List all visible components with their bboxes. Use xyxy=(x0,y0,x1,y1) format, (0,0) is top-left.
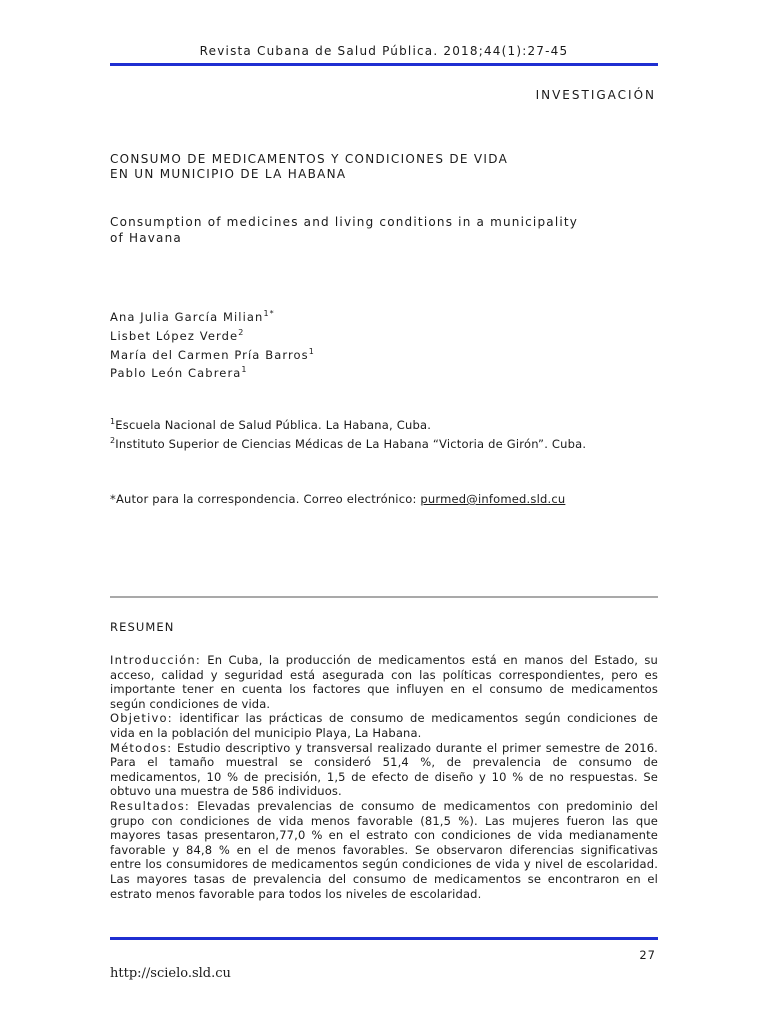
title-english-line-2: of Havana xyxy=(110,231,182,245)
author xyxy=(110,362,315,381)
affiliation-list xyxy=(110,414,586,452)
abstract-label: Resultados: xyxy=(110,798,190,813)
author-name: Lisbet López Verde xyxy=(110,328,239,343)
abstract-label: Objetivo: xyxy=(110,711,173,726)
affiliation-mark: 1 xyxy=(110,417,116,426)
abstract-paragraph-results xyxy=(110,799,658,901)
title-spanish xyxy=(110,152,508,182)
author-affiliation-mark: 1* xyxy=(263,309,275,318)
email-link[interactable]: purmed@infomed.sld.cu xyxy=(420,492,566,506)
affiliation xyxy=(110,433,586,452)
author-name: Pablo León Cabrera xyxy=(110,366,242,381)
footer-rule xyxy=(110,937,658,940)
abstract-label: Introducción: xyxy=(110,653,201,667)
header-rule xyxy=(110,63,658,66)
correspondence-text: *Autor para la correspondencia. Correo electrónico: xyxy=(110,492,421,506)
abstract-paragraph-objective xyxy=(110,711,658,740)
abstract-body xyxy=(110,653,658,901)
author-affiliation-mark: 1 xyxy=(241,365,248,375)
author xyxy=(110,325,315,344)
author-affiliation-mark: 1 xyxy=(308,346,315,356)
author xyxy=(110,306,315,325)
affiliation-text: Instituto Superior de Ciencias Médicas de La Habana “Victoria de Girón”. Cuba. xyxy=(115,436,587,451)
title-spanish-line-2: EN UN MUNICIPIO DE LA HABANA xyxy=(110,167,347,181)
affiliation-text: Escuela Nacional de Salud Pública. La Habana, Cuba. xyxy=(115,417,432,432)
author xyxy=(110,344,315,363)
abstract-text: Elevadas prevalencias de consumo de medicamentos con predominio del grupo con condiciones de vida menos favorable (81,5 %). Las mujeres fueron las que mayores tasas presentaron,77,0 % en el estrato con condiciones de vida medianamente favorable y 84,8 % en el de menos favorables. Se observaron diferencias significativas entre los consumidores de medicamentos según condiciones de vida y nivel de escolaridad. Las mayores tasas de prevalencia del consumo de medicamentos se encontraron en el estrato menos favorable para todos los niveles de escolaridad. xyxy=(110,798,658,901)
abstract-heading: RESUMEN xyxy=(110,620,175,634)
author-name: Ana Julia García Milian xyxy=(110,309,264,324)
abstract-paragraph-methods xyxy=(110,741,658,799)
title-english xyxy=(110,214,578,246)
section-divider xyxy=(110,596,658,598)
abstract-text: Estudio descriptivo y transversal realizado durante el primer semestre de 2016. Para el tamaño muestral se consideró 51,4 %, de prevalencia de consumo de medicamentos, 10 % de precisión, 1,5 de efecto de diseño y 10 % de no respuestas. Se obtuvo una muestra de 586 individuos. xyxy=(110,740,658,799)
author-name: María del Carmen Pría Barros xyxy=(110,347,309,362)
correspondence-note xyxy=(110,492,565,506)
abstract-text: identificar las prácticas de consumo de medicamentos según condiciones de vida en la población del municipio Playa, La Habana. xyxy=(110,711,658,740)
title-spanish-line-1: CONSUMO DE MEDICAMENTOS Y CONDICIONES DE VIDA xyxy=(110,152,509,166)
section-label: INVESTIGACIÓN xyxy=(535,88,656,102)
abstract-label: Métodos: xyxy=(110,740,173,755)
affiliation xyxy=(110,414,586,433)
affiliation-mark: 2 xyxy=(110,435,116,445)
abstract-paragraph-introduction xyxy=(110,653,658,711)
author-affiliation-mark: 2 xyxy=(238,327,245,337)
abstract-text: En Cuba, la producción de medicamentos está en manos del Estado, su acceso, calidad y seguridad está asegurada con las políticas correspondientes, pero es importante tener en cuenta los factores que influyen en el consumo de medicamentos según condiciones de vida. xyxy=(110,653,658,711)
page-number: 27 xyxy=(639,948,656,962)
title-english-line-1: Consumption of medicines and living conditions in a municipality xyxy=(110,215,579,229)
journal-citation: Revista Cubana de Salud Pública. 2018;44(1):27-45 xyxy=(199,44,569,58)
site-url: http://scielo.sld.cu xyxy=(110,966,231,981)
author-list xyxy=(110,306,315,381)
